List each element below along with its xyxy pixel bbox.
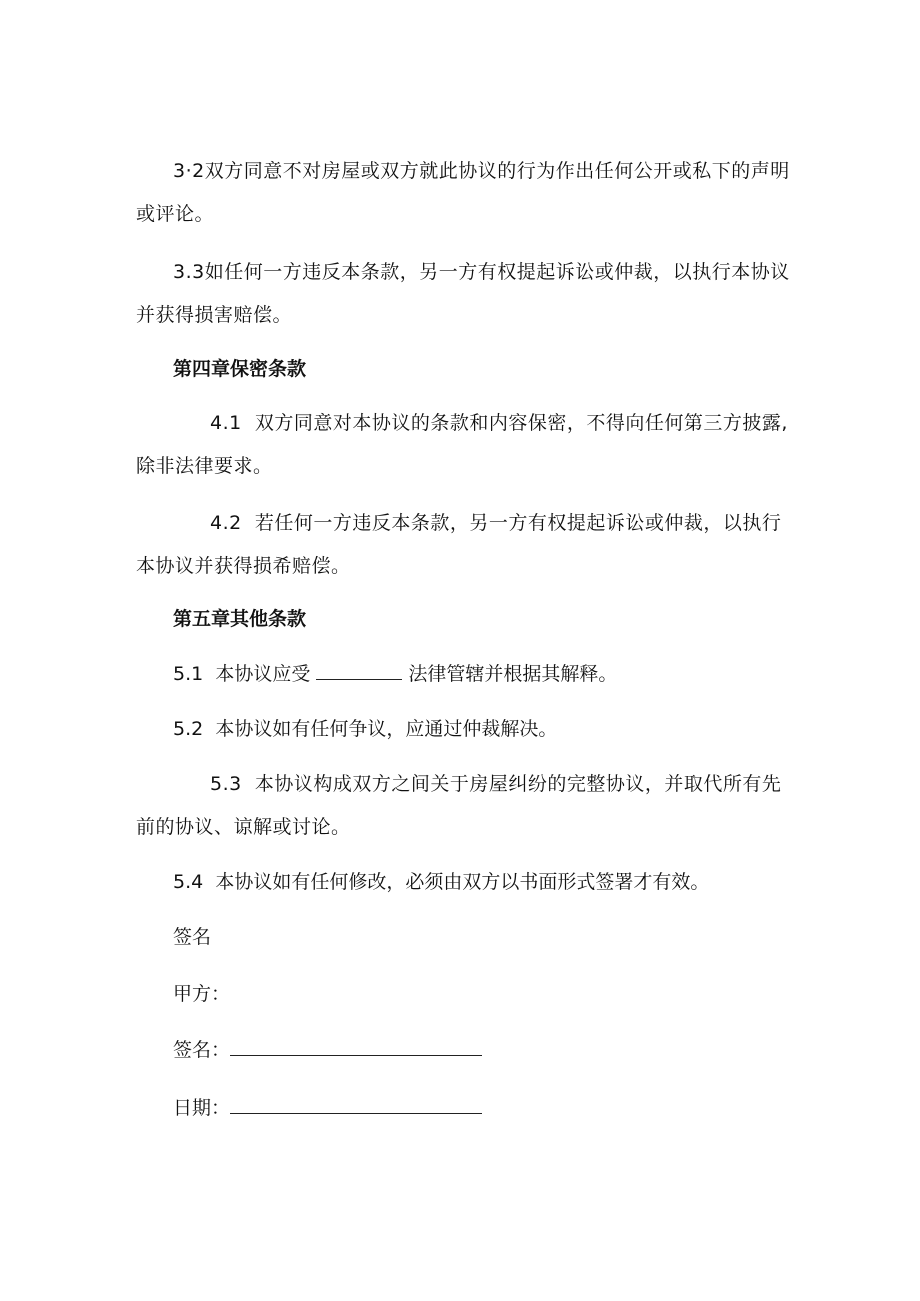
clause-4-2-text: 若任何一方违反本条款，另一方有权提起诉讼或仲裁，以执行本协议并获得损希赔偿。 bbox=[136, 512, 782, 577]
clause-5-3 bbox=[136, 763, 796, 849]
clause-3-2: 3·2双方同意不对房屋或双方就此协议的行为作出任何公开或私下的声明或评论。 bbox=[136, 160, 790, 225]
law-blank-line[interactable] bbox=[316, 659, 402, 680]
date-label: 日期： bbox=[173, 1097, 231, 1119]
clause-5-3-number: 5.3 bbox=[210, 773, 242, 795]
signature-heading: 签名 bbox=[173, 926, 212, 948]
date-row bbox=[173, 1093, 482, 1123]
clause-4-1-number: 4.1 bbox=[210, 412, 242, 434]
clause-5-3-text: 本协议构成双方之间关于房屋纠纷的完整协议，并取代所有先前的协议、谅解或讨论。 bbox=[136, 773, 782, 838]
clause-5-1-post: 法律管辖并根据其解释。 bbox=[408, 663, 618, 685]
clause-5-4-number: 5.4 bbox=[173, 871, 204, 893]
signature-row bbox=[173, 1035, 482, 1065]
clause-5-4 bbox=[173, 867, 709, 897]
chapter-4-heading: 第四章保密条款 bbox=[173, 358, 307, 380]
clause-5-4-text: 本协议如有任何修改，必须由双方以书面形式签署才有效。 bbox=[215, 871, 710, 893]
clause-4-1-text: 双方同意对本协议的条款和内容保密，不得向任何第三方披露,除非法律要求。 bbox=[136, 412, 788, 477]
clause-5-1 bbox=[173, 659, 617, 689]
chapter-5-heading: 第五章其他条款 bbox=[173, 608, 307, 630]
date-field-line[interactable] bbox=[230, 1093, 482, 1114]
clause-5-2 bbox=[173, 714, 557, 744]
clause-5-1-number: 5.1 bbox=[173, 663, 204, 685]
clause-4-2 bbox=[136, 502, 796, 588]
clause-5-2-number: 5.2 bbox=[173, 718, 204, 740]
clause-4-1 bbox=[136, 402, 796, 488]
signature-label: 签名： bbox=[173, 1039, 231, 1061]
clause-5-2-text: 本协议如有任何争议，应通过仲裁解决。 bbox=[215, 718, 558, 740]
signature-field-line[interactable] bbox=[230, 1035, 482, 1056]
party-a-label: 甲方： bbox=[173, 983, 231, 1005]
clause-3-3: 3.3如任何一方违反本条款，另一方有权提起诉讼或仲裁，以执行本协议并获得损害赔偿。 bbox=[136, 261, 790, 326]
clause-5-1-pre: 本协议应受 bbox=[215, 663, 311, 685]
clause-4-2-number: 4.2 bbox=[210, 512, 242, 534]
